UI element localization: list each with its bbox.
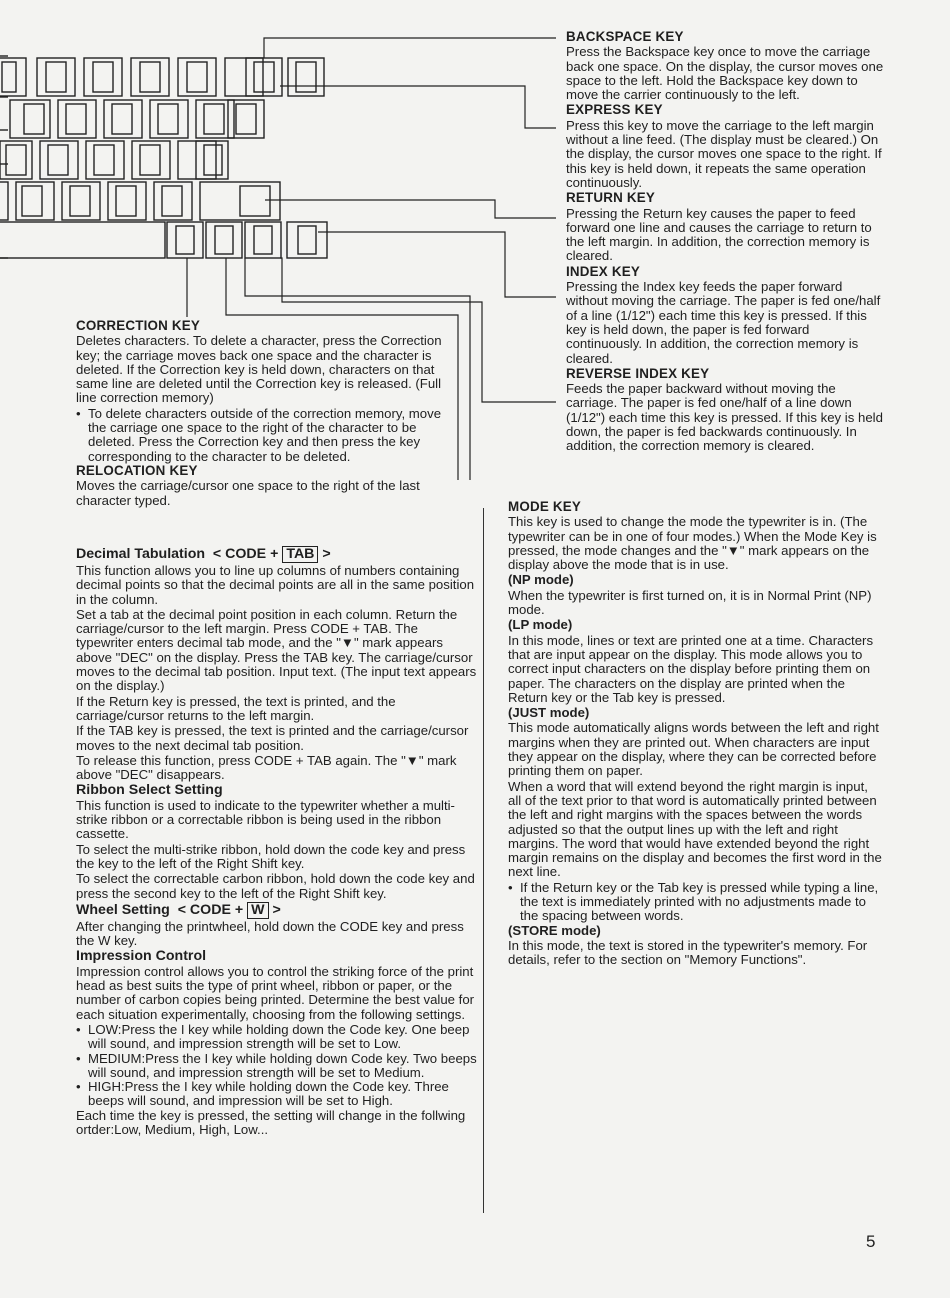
express-leader [280, 86, 556, 128]
decimal-tab-title: Decimal Tabulation [76, 546, 206, 562]
keyboard-row-3 [0, 141, 228, 179]
impression-p2: Each time the key is pressed, the setting will change in the follwing ortder:Low, Medium, High, Low... [76, 1107, 466, 1137]
wheel-suffix: > [272, 901, 281, 918]
index-text: Pressing the Index key feeds the paper forward without moving the carriage. The paper is fed one/half of a line (1/12") each time this key is pressed. If this key is held down, the paper is fed forward continuously. In addition, the correction memory is cleared. [566, 279, 881, 366]
tab-key-label: TAB [282, 546, 318, 563]
ribbon-p3: To select the correctable carbon ribbon, hold down the code key and press the second key to the left of the Right Shift key. [76, 871, 475, 901]
lp-mode-heading: (LP mode) [508, 617, 573, 633]
decimal-tab-heading [76, 546, 478, 563]
right-column-upper [566, 30, 886, 455]
mode-section [508, 500, 882, 969]
just-mode-bullet [508, 881, 882, 924]
left-column-keys [76, 319, 452, 509]
keyboard-row-5 [0, 222, 327, 258]
w-key-label: W [247, 902, 268, 919]
impression-medium-text: MEDIUM:Press the I key while holding down Code key. Two beeps will sound, and impression strength will be set to Medium. [88, 1050, 477, 1080]
backspace-heading: BACKSPACE KEY [566, 29, 684, 44]
wheel-title: Wheel Setting [76, 901, 170, 918]
decimal-tab-suffix: > [322, 546, 331, 562]
ribbon-heading: Ribbon Select Setting [76, 782, 223, 799]
wheel-heading [76, 902, 478, 919]
store-mode-text: In this mode, the text is stored in the typewriter's memory. For details, refer to the section on "Memory Functions". [508, 937, 868, 968]
return-heading: RETURN KEY [566, 190, 656, 206]
wheel-text: After changing the printwheel, hold down the CODE key and press the W key. [76, 918, 464, 949]
relocation-text: Moves the carriage/cursor one space to the right of the last character typed. [76, 478, 420, 508]
correction-bullet [76, 407, 452, 464]
impression-high-text: HIGH:Press the I key while holding down the Code key. Three beeps will sound, and impression will be set to High. [88, 1079, 449, 1109]
just-mode-text-2: When a word that will extend beyond the right margin is input, all of the text prior to that word is automatically printed between the left and right margins with the spaces between the words adjusted so that the output lines up with the left and right margins. The word that would have extended beyond the right margin remains on the display and becomes the first word in the next line. [508, 778, 882, 880]
decimal-p5: To release this function, press CODE + TAB again. The "▼" mark above "DEC" disappears. [76, 752, 457, 783]
mode-heading: MODE KEY [508, 499, 582, 514]
reverse-index-heading: REVERSE INDEX KEY [566, 365, 710, 381]
column-divider [483, 508, 484, 1213]
wheel-code: < CODE + [177, 901, 244, 918]
decimal-p2: Set a tab at the decimal point position in each column. Return the carriage/cursor to the left margin. Press CODE + TAB. The typewriter enters decimal tab mode, and the "▼" mark appears above "DEC" on the display. Press the TAB key. The carriage/cursor moves to the decimal tab position. Input text. (The input text appears on the display.) [76, 606, 477, 694]
decimal-p4: If the TAB key is pressed, the text is printed and the carriage/cursor moves to the next decimal tab position. [76, 723, 469, 753]
relocation-heading: RELOCATION KEY [76, 462, 198, 478]
correction-heading: CORRECTION KEY [76, 318, 201, 333]
backspace-text: Press the Backspace key once to move the carriage back one space. On the display, the cursor moves one space to the left. Hold the Backspace key down to move the carrier continuously to the left. [566, 44, 884, 103]
decimal-p1: This function allows you to line up columns of numbers containing decimal points so that the decimal points are all in the same position in the column. [76, 563, 475, 607]
keyboard-row-2 [10, 100, 264, 138]
lp-mode-text: In this mode, lines or text are printed one at a time. Characters that are input appear on the display. This mode allows you to correct input characters on the display before printing them on paper. The characters on the display are printed when the Return key or the Tab key is pressed. [508, 632, 874, 705]
store-mode-heading: (STORE mode) [508, 922, 601, 938]
just-mode-text-1: This mode automatically aligns words between the left and right margins when they are printed out. When characters are input they appear on the display, where they can be corrected before printing them on paper. [508, 720, 879, 779]
impression-p1: Impression control allows you to control the striking force of the print head as best suits the type of print wheel, ribbon or paper, or the number of carbon copies being printed. Determine the best value for each situation experimentally, choosing from the following settings. [76, 963, 475, 1022]
bullet-mark: • [76, 405, 81, 421]
impression-heading: Impression Control [76, 948, 207, 965]
bullet-mark: • [508, 879, 513, 895]
left-column-functions [76, 546, 478, 1138]
bullet-mark: • [76, 1079, 81, 1095]
impression-medium [76, 1052, 478, 1081]
correction-bullet-text: To delete characters outside of the correction memory, move the carriage one space to the right of the character to be deleted. Press the Correction key and then press the key corresponding to the character to be deleted. [88, 405, 442, 464]
index-heading: INDEX KEY [566, 263, 640, 279]
express-text: Press this key to move the carriage to the left margin without a line feed. (The display must be cleared.) On the display, the cursor moves one space to the right. If this key is held down, it repeats the same operation continuously. [566, 117, 882, 190]
backspace-leader [264, 38, 556, 58]
bullet-mark: • [76, 1021, 81, 1037]
ribbon-p1: This function is used to indicate to the typewriter whether a multi-strike ribbon or a correctable ribbon is being used in the ribbon cassette. [76, 797, 455, 842]
reverse-index-text: Feeds the paper backward without moving the carriage. The paper is fed one/half of a line down (1/12") each time this key is pressed. If this key is held down, the paper is fed backwards continuously. In addition, the correction memory is cleared. [566, 381, 883, 454]
np-mode-text: When the typewriter is first turned on, it is in Normal Print (NP) mode. [508, 587, 872, 618]
bullet-mark: • [76, 1050, 81, 1066]
just-mode-bullet-text: If the Return key or the Tab key is pressed while typing a line, the text is immediately printed with no adjustments made to the spacing between words. [520, 879, 879, 924]
impression-high [76, 1080, 478, 1109]
mode-text: This key is used to change the mode the typewriter is in. (The typewriter can be in one of four modes.) When the Mode Key is pressed, the mode changes and the "▼" mark appears on the display above the mode that is in use. [508, 514, 877, 573]
correction-text: Deletes characters. To delete a character, press the Correction key; the carriage moves back one space and the character is deleted. If the Correction key is held down, characters on that same line are deleted until the Correction key is released. (Full line correction memory) [76, 333, 442, 406]
page-number: 5 [866, 1232, 876, 1251]
just-mode-heading: (JUST mode) [508, 705, 590, 721]
decimal-p3: If the Return key is pressed, the text is printed, and the carriage/cursor returns to the left margin. [76, 693, 396, 723]
return-leader [265, 200, 556, 218]
keyboard-row-1 [0, 58, 324, 96]
np-mode-heading: (NP mode) [508, 572, 574, 588]
impression-low [76, 1023, 478, 1052]
keyboard-row-4 [0, 182, 280, 220]
express-heading: EXPRESS KEY [566, 102, 663, 118]
index-leader [318, 232, 556, 297]
ribbon-p2: To select the multi-strike ribbon, hold down the code key and press the key to the left of the Right Shift key. [76, 841, 466, 871]
return-text: Pressing the Return key causes the paper to feed forward one line and causes the carriage to return to the left margin. In addition, the correction memory is cleared. [566, 205, 872, 264]
impression-low-text: LOW:Press the I key while holding down the Code key. One beep will sound, and impression strength will be set to Low. [88, 1021, 470, 1052]
decimal-tab-code: < CODE + [212, 546, 279, 562]
